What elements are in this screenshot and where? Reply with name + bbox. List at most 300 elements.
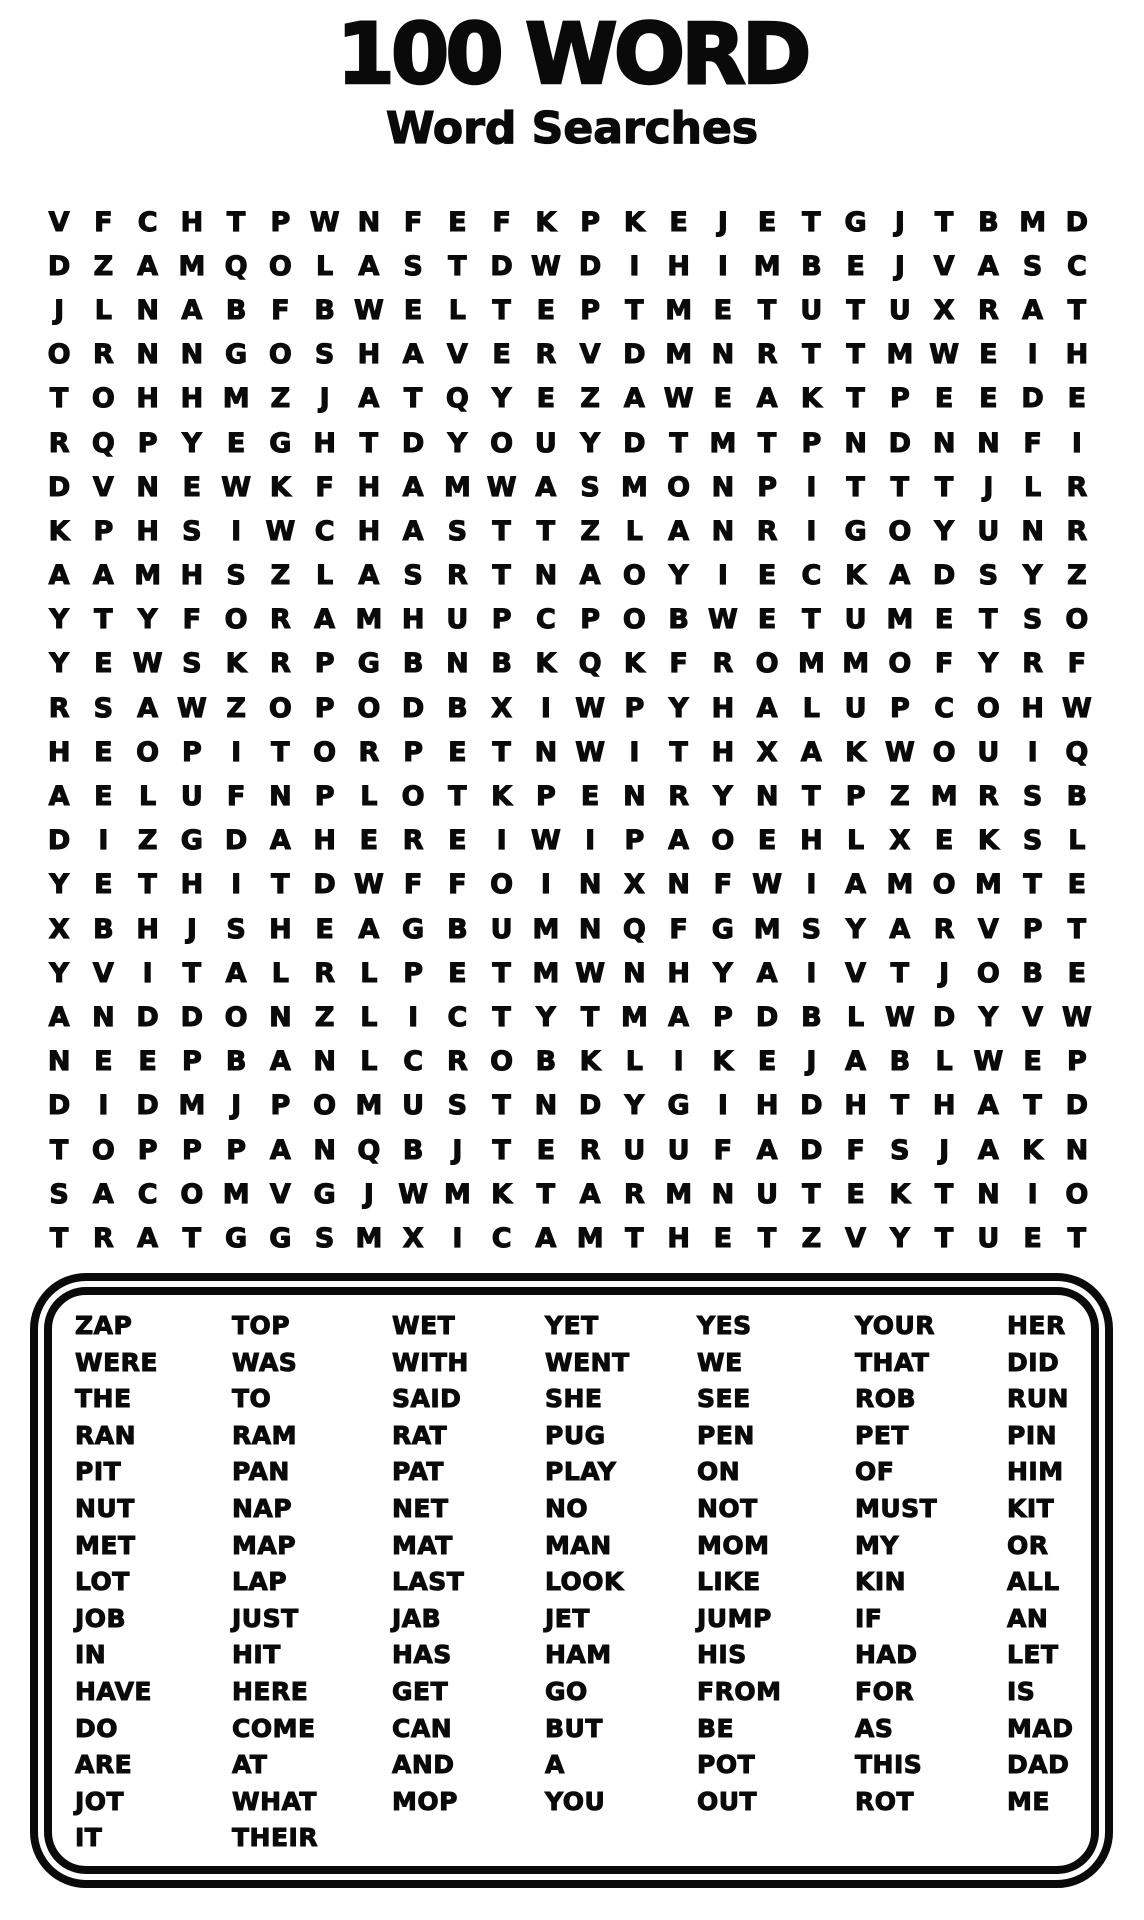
- grid-letter[interactable]: T: [271, 736, 290, 768]
- grid-letter[interactable]: E: [226, 427, 246, 459]
- grid-letter[interactable]: E: [182, 471, 202, 503]
- grid-letter[interactable]: G: [402, 913, 425, 945]
- grid-letter[interactable]: P: [93, 515, 114, 547]
- grid-letter[interactable]: C: [447, 1001, 468, 1033]
- grid-letter[interactable]: Y: [49, 604, 69, 636]
- grid-letter[interactable]: N: [47, 1046, 71, 1078]
- grid-letter[interactable]: D: [578, 250, 602, 282]
- grid-letter[interactable]: O: [888, 648, 912, 680]
- word-list-item[interactable]: HIT: [232, 1640, 281, 1670]
- grid-letter[interactable]: H: [180, 383, 204, 415]
- word-list-item[interactable]: NOT: [697, 1493, 758, 1523]
- grid-letter[interactable]: T: [492, 515, 511, 547]
- grid-letter[interactable]: W: [309, 206, 340, 238]
- grid-letter[interactable]: P: [181, 736, 202, 768]
- word-list-item[interactable]: ROT: [855, 1786, 915, 1816]
- grid-letter[interactable]: F: [403, 206, 423, 238]
- grid-letter[interactable]: B: [402, 648, 424, 680]
- grid-letter[interactable]: U: [977, 515, 1000, 547]
- word-list-item[interactable]: NUT: [75, 1493, 135, 1523]
- grid-letter[interactable]: O: [932, 869, 956, 901]
- word-list-item[interactable]: WITH: [392, 1347, 469, 1377]
- grid-letter[interactable]: E: [713, 1222, 733, 1254]
- grid-letter[interactable]: X: [889, 825, 911, 857]
- grid-letter[interactable]: M: [665, 339, 693, 371]
- grid-letter[interactable]: W: [1061, 1001, 1092, 1033]
- grid-letter[interactable]: L: [360, 957, 378, 989]
- word-list-item[interactable]: LOOK: [545, 1567, 624, 1597]
- grid-letter[interactable]: N: [136, 294, 159, 326]
- grid-letter[interactable]: G: [225, 339, 248, 371]
- grid-letter[interactable]: S: [801, 913, 822, 945]
- grid-letter[interactable]: R: [1022, 648, 1044, 680]
- grid-letter[interactable]: Y: [978, 648, 999, 680]
- grid-letter[interactable]: V: [1022, 1001, 1044, 1033]
- grid-letter[interactable]: B: [1066, 781, 1088, 813]
- word-list-item[interactable]: YET: [545, 1311, 599, 1340]
- grid-letter[interactable]: M: [753, 250, 781, 282]
- grid-letter[interactable]: P: [270, 1090, 291, 1122]
- grid-letter[interactable]: V: [845, 957, 867, 989]
- grid-letter[interactable]: X: [491, 692, 513, 724]
- grid-letter[interactable]: E: [757, 560, 777, 592]
- grid-letter[interactable]: O: [357, 692, 381, 724]
- grid-letter[interactable]: N: [269, 1001, 292, 1033]
- grid-letter[interactable]: R: [623, 1178, 645, 1210]
- grid-letter[interactable]: P: [181, 1046, 202, 1078]
- grid-letter[interactable]: S: [890, 1134, 910, 1166]
- grid-letter[interactable]: D: [490, 250, 513, 282]
- word-list-item[interactable]: JUST: [232, 1603, 299, 1633]
- grid-letter[interactable]: G: [357, 648, 380, 680]
- grid-letter[interactable]: U: [844, 604, 867, 636]
- grid-letter[interactable]: H: [1021, 692, 1044, 724]
- grid-letter[interactable]: Q: [578, 648, 602, 680]
- grid-letter[interactable]: U: [977, 736, 1000, 768]
- grid-letter[interactable]: O: [268, 692, 292, 724]
- grid-letter[interactable]: P: [491, 604, 512, 636]
- grid-letter[interactable]: I: [231, 869, 242, 901]
- grid-letter[interactable]: B: [801, 1001, 822, 1033]
- grid-letter[interactable]: D: [623, 339, 646, 371]
- grid-letter[interactable]: S: [226, 913, 246, 945]
- grid-letter[interactable]: G: [667, 1090, 690, 1122]
- grid-letter[interactable]: E: [492, 339, 511, 371]
- word-list-item[interactable]: PIN: [1007, 1420, 1058, 1450]
- word-list-item[interactable]: IN: [75, 1640, 107, 1670]
- grid-letter[interactable]: T: [49, 383, 69, 415]
- grid-letter[interactable]: H: [844, 1090, 867, 1122]
- grid-letter[interactable]: K: [845, 560, 867, 592]
- grid-letter[interactable]: Q: [224, 250, 248, 282]
- grid-letter[interactable]: I: [1027, 1178, 1038, 1210]
- grid-letter[interactable]: L: [802, 692, 820, 724]
- word-list-item[interactable]: HAS: [392, 1640, 452, 1670]
- grid-letter[interactable]: H: [180, 869, 204, 901]
- grid-letter[interactable]: H: [667, 250, 690, 282]
- grid-letter[interactable]: Q: [622, 913, 646, 945]
- grid-letter[interactable]: A: [358, 250, 380, 282]
- grid-letter[interactable]: G: [269, 1222, 292, 1254]
- grid-letter[interactable]: I: [717, 560, 728, 592]
- grid-letter[interactable]: I: [1027, 736, 1038, 768]
- grid-letter[interactable]: T: [890, 1090, 910, 1122]
- grid-letter[interactable]: A: [977, 1090, 999, 1122]
- grid-letter[interactable]: U: [888, 294, 911, 326]
- grid-letter[interactable]: V: [579, 339, 601, 371]
- grid-letter[interactable]: P: [270, 206, 291, 238]
- grid-letter[interactable]: O: [622, 604, 646, 636]
- grid-letter[interactable]: T: [271, 869, 290, 901]
- grid-letter[interactable]: F: [669, 913, 688, 945]
- word-list-item[interactable]: MUST: [855, 1493, 938, 1523]
- grid-letter[interactable]: H: [136, 515, 159, 547]
- grid-letter[interactable]: T: [182, 957, 202, 989]
- grid-letter[interactable]: P: [403, 957, 424, 989]
- word-list-item[interactable]: TO: [232, 1384, 272, 1414]
- grid-letter[interactable]: I: [98, 1090, 109, 1122]
- grid-letter[interactable]: E: [1067, 383, 1087, 415]
- grid-letter[interactable]: F: [182, 604, 202, 636]
- grid-letter[interactable]: E: [846, 250, 865, 282]
- grid-letter[interactable]: O: [622, 560, 646, 592]
- word-list-item[interactable]: ZAP: [75, 1311, 133, 1340]
- grid-letter[interactable]: E: [934, 383, 954, 415]
- grid-letter[interactable]: E: [580, 781, 600, 813]
- grid-letter[interactable]: Y: [137, 604, 158, 636]
- grid-letter[interactable]: K: [535, 206, 557, 238]
- grid-letter[interactable]: R: [756, 339, 778, 371]
- grid-letter[interactable]: A: [358, 383, 380, 415]
- grid-letter[interactable]: Z: [270, 560, 291, 592]
- grid-letter[interactable]: R: [712, 648, 734, 680]
- grid-letter[interactable]: T: [1067, 1222, 1087, 1254]
- grid-letter[interactable]: O: [268, 339, 292, 371]
- grid-letter[interactable]: S: [314, 339, 335, 371]
- grid-letter[interactable]: N: [180, 339, 204, 371]
- grid-letter[interactable]: U: [534, 427, 557, 459]
- grid-letter[interactable]: M: [222, 1178, 250, 1210]
- grid-letter[interactable]: O: [711, 825, 735, 857]
- grid-letter[interactable]: O: [976, 957, 1000, 989]
- grid-letter[interactable]: D: [313, 869, 336, 901]
- grid-letter[interactable]: L: [360, 781, 378, 813]
- grid-letter[interactable]: E: [757, 206, 777, 238]
- grid-letter[interactable]: E: [713, 294, 733, 326]
- grid-letter[interactable]: L: [625, 1046, 643, 1078]
- word-list-item[interactable]: HAM: [545, 1640, 612, 1670]
- grid-letter[interactable]: E: [359, 825, 379, 857]
- grid-letter[interactable]: M: [532, 913, 560, 945]
- grid-letter[interactable]: K: [845, 736, 867, 768]
- grid-letter[interactable]: A: [92, 560, 114, 592]
- word-list-item[interactable]: NAP: [232, 1493, 293, 1523]
- grid-letter[interactable]: I: [629, 736, 640, 768]
- grid-letter[interactable]: M: [443, 471, 471, 503]
- grid-letter[interactable]: K: [889, 1178, 911, 1210]
- word-list-item[interactable]: THAT: [855, 1347, 930, 1377]
- grid-letter[interactable]: C: [934, 692, 955, 724]
- grid-letter[interactable]: Y: [713, 957, 733, 989]
- grid-letter[interactable]: Q: [1065, 736, 1089, 768]
- grid-letter[interactable]: M: [134, 560, 162, 592]
- grid-letter[interactable]: T: [625, 294, 644, 326]
- grid-letter[interactable]: A: [756, 957, 778, 989]
- grid-letter[interactable]: A: [269, 1134, 291, 1166]
- grid-letter[interactable]: M: [443, 1178, 471, 1210]
- grid-letter[interactable]: V: [933, 250, 955, 282]
- word-list-item[interactable]: AS: [855, 1713, 894, 1743]
- grid-letter[interactable]: B: [447, 913, 468, 945]
- word-list-item[interactable]: WET: [392, 1311, 456, 1340]
- grid-letter[interactable]: D: [1065, 206, 1089, 238]
- word-list-item[interactable]: ON: [697, 1457, 741, 1487]
- word-list-item[interactable]: PLAY: [545, 1457, 617, 1487]
- grid-letter[interactable]: L: [1024, 471, 1042, 503]
- grid-letter[interactable]: T: [802, 1178, 821, 1210]
- grid-letter[interactable]: T: [536, 515, 556, 547]
- grid-letter[interactable]: P: [1022, 913, 1043, 945]
- grid-letter[interactable]: N: [711, 339, 735, 371]
- grid-letter[interactable]: J: [939, 957, 950, 989]
- grid-letter[interactable]: F: [94, 206, 113, 238]
- grid-letter[interactable]: E: [448, 825, 467, 857]
- grid-letter[interactable]: N: [711, 1178, 735, 1210]
- grid-letter[interactable]: Z: [270, 383, 291, 415]
- grid-letter[interactable]: A: [137, 250, 159, 282]
- grid-letter[interactable]: F: [448, 869, 467, 901]
- grid-letter[interactable]: A: [314, 604, 336, 636]
- grid-letter[interactable]: F: [1067, 648, 1087, 680]
- grid-letter[interactable]: E: [934, 825, 954, 857]
- grid-letter[interactable]: A: [845, 869, 867, 901]
- word-list-item[interactable]: AN: [1007, 1603, 1049, 1633]
- grid-letter[interactable]: O: [47, 339, 71, 371]
- grid-letter[interactable]: S: [1022, 781, 1043, 813]
- grid-letter[interactable]: L: [316, 560, 334, 592]
- grid-letter[interactable]: O: [755, 648, 779, 680]
- grid-letter[interactable]: R: [314, 957, 336, 989]
- word-list-item[interactable]: DAD: [1007, 1750, 1070, 1780]
- grid-letter[interactable]: I: [673, 1046, 684, 1078]
- grid-letter[interactable]: M: [886, 869, 914, 901]
- grid-letter[interactable]: B: [1022, 957, 1043, 989]
- grid-letter[interactable]: A: [756, 1134, 778, 1166]
- grid-letter[interactable]: T: [492, 1134, 511, 1166]
- grid-letter[interactable]: T: [492, 560, 511, 592]
- grid-letter[interactable]: P: [580, 294, 601, 326]
- grid-letter[interactable]: D: [136, 1001, 159, 1033]
- grid-letter[interactable]: J: [894, 206, 905, 238]
- grid-letter[interactable]: O: [91, 383, 115, 415]
- grid-letter[interactable]: T: [890, 957, 910, 989]
- grid-letter[interactable]: W: [176, 692, 207, 724]
- grid-letter[interactable]: N: [977, 1178, 1000, 1210]
- grid-letter[interactable]: M: [355, 1222, 383, 1254]
- grid-letter[interactable]: K: [491, 1178, 513, 1210]
- grid-letter[interactable]: S: [1022, 250, 1043, 282]
- grid-letter[interactable]: A: [402, 471, 424, 503]
- word-list-item[interactable]: POT: [697, 1750, 756, 1780]
- grid-letter[interactable]: R: [977, 781, 999, 813]
- grid-letter[interactable]: K: [800, 383, 822, 415]
- grid-letter[interactable]: N: [1021, 515, 1044, 547]
- word-list-item[interactable]: GET: [392, 1676, 449, 1706]
- grid-letter[interactable]: H: [357, 515, 381, 547]
- grid-letter[interactable]: S: [182, 648, 202, 680]
- grid-letter[interactable]: N: [92, 1001, 115, 1033]
- grid-letter[interactable]: I: [806, 471, 817, 503]
- grid-letter[interactable]: L: [271, 957, 289, 989]
- grid-letter[interactable]: Y: [713, 781, 733, 813]
- grid-letter[interactable]: V: [48, 206, 70, 238]
- grid-letter[interactable]: B: [225, 1046, 247, 1078]
- grid-letter[interactable]: H: [313, 427, 336, 459]
- grid-letter[interactable]: H: [180, 206, 204, 238]
- grid-letter[interactable]: N: [623, 957, 646, 989]
- grid-letter[interactable]: N: [844, 427, 867, 459]
- grid-letter[interactable]: T: [890, 471, 910, 503]
- grid-letter[interactable]: N: [136, 339, 159, 371]
- grid-letter[interactable]: B: [978, 206, 999, 238]
- grid-letter[interactable]: W: [486, 471, 517, 503]
- grid-letter[interactable]: L: [847, 825, 865, 857]
- grid-letter[interactable]: D: [136, 1090, 159, 1122]
- grid-letter[interactable]: N: [446, 648, 469, 680]
- grid-letter[interactable]: P: [314, 648, 335, 680]
- grid-letter[interactable]: R: [269, 648, 291, 680]
- grid-letter[interactable]: X: [933, 294, 955, 326]
- grid-letter[interactable]: W: [1061, 692, 1092, 724]
- grid-letter[interactable]: S: [403, 250, 423, 282]
- grid-letter[interactable]: E: [94, 869, 113, 901]
- grid-letter[interactable]: H: [401, 604, 425, 636]
- grid-letter[interactable]: R: [48, 427, 70, 459]
- grid-letter[interactable]: D: [47, 471, 71, 503]
- grid-letter[interactable]: Z: [93, 250, 114, 282]
- grid-letter[interactable]: R: [269, 604, 291, 636]
- grid-letter[interactable]: Y: [447, 427, 468, 459]
- grid-letter[interactable]: U: [623, 1134, 646, 1166]
- grid-letter[interactable]: K: [269, 471, 291, 503]
- word-list-item[interactable]: CAN: [392, 1713, 453, 1743]
- word-list-item[interactable]: HIM: [1007, 1457, 1064, 1487]
- grid-letter[interactable]: M: [222, 383, 250, 415]
- grid-letter[interactable]: O: [932, 736, 956, 768]
- grid-letter[interactable]: F: [1023, 427, 1042, 459]
- grid-letter[interactable]: T: [182, 1222, 202, 1254]
- word-list-item[interactable]: ALL: [1007, 1567, 1060, 1597]
- grid-letter[interactable]: L: [847, 1001, 865, 1033]
- grid-letter[interactable]: B: [314, 294, 335, 326]
- grid-letter[interactable]: D: [932, 560, 956, 592]
- grid-letter[interactable]: I: [806, 869, 817, 901]
- word-list-item[interactable]: HAD: [855, 1640, 918, 1670]
- grid-letter[interactable]: Q: [357, 1134, 381, 1166]
- word-list-item[interactable]: RAT: [392, 1420, 448, 1450]
- grid-letter[interactable]: P: [535, 781, 556, 813]
- word-list-item[interactable]: BE: [697, 1713, 735, 1743]
- grid-letter[interactable]: A: [756, 692, 778, 724]
- grid-letter[interactable]: I: [98, 825, 109, 857]
- grid-letter[interactable]: N: [755, 781, 779, 813]
- grid-letter[interactable]: O: [224, 1001, 248, 1033]
- grid-letter[interactable]: A: [137, 692, 159, 724]
- grid-letter[interactable]: H: [667, 1222, 690, 1254]
- grid-letter[interactable]: Y: [49, 869, 69, 901]
- grid-letter[interactable]: S: [226, 560, 246, 592]
- grid-letter[interactable]: R: [1066, 471, 1088, 503]
- grid-letter[interactable]: D: [755, 1001, 779, 1033]
- grid-letter[interactable]: D: [47, 1090, 71, 1122]
- grid-letter[interactable]: U: [667, 1134, 690, 1166]
- grid-letter[interactable]: P: [624, 692, 645, 724]
- word-list-item[interactable]: TOP: [232, 1311, 291, 1340]
- word-list-item[interactable]: OR: [1007, 1530, 1049, 1560]
- grid-letter[interactable]: E: [1067, 869, 1087, 901]
- grid-letter[interactable]: O: [401, 781, 425, 813]
- grid-letter[interactable]: T: [226, 206, 246, 238]
- word-list-item[interactable]: JUMP: [697, 1603, 772, 1633]
- grid-letter[interactable]: F: [271, 294, 290, 326]
- grid-letter[interactable]: H: [180, 560, 204, 592]
- grid-letter[interactable]: R: [446, 1046, 468, 1078]
- grid-letter[interactable]: T: [448, 250, 467, 282]
- grid-letter[interactable]: C: [801, 560, 822, 592]
- grid-letter[interactable]: R: [579, 1134, 601, 1166]
- word-list-item[interactable]: IS: [1007, 1676, 1036, 1706]
- grid-letter[interactable]: T: [846, 339, 865, 371]
- grid-letter[interactable]: I: [585, 825, 596, 857]
- grid-letter[interactable]: Y: [491, 383, 512, 415]
- grid-letter[interactable]: E: [1067, 957, 1087, 989]
- grid-letter[interactable]: A: [977, 250, 999, 282]
- grid-letter[interactable]: H: [711, 736, 735, 768]
- word-list-item[interactable]: ARE: [75, 1750, 133, 1780]
- grid-letter[interactable]: A: [48, 1001, 70, 1033]
- grid-letter[interactable]: Y: [934, 515, 954, 547]
- grid-letter[interactable]: A: [623, 383, 645, 415]
- word-list-item[interactable]: RAM: [232, 1420, 297, 1450]
- grid-letter[interactable]: C: [314, 515, 335, 547]
- word-list-item[interactable]: HAVE: [75, 1676, 152, 1706]
- grid-letter[interactable]: W: [884, 736, 915, 768]
- grid-letter[interactable]: H: [136, 383, 159, 415]
- grid-letter[interactable]: S: [93, 692, 114, 724]
- word-list-item[interactable]: MOM: [697, 1530, 770, 1560]
- grid-letter[interactable]: Y: [182, 427, 202, 459]
- word-list-item[interactable]: LAP: [232, 1567, 288, 1597]
- grid-letter[interactable]: W: [575, 692, 606, 724]
- word-list-item[interactable]: YOU: [545, 1786, 606, 1816]
- grid-letter[interactable]: I: [540, 869, 551, 901]
- grid-letter[interactable]: G: [711, 913, 734, 945]
- grid-letter[interactable]: A: [225, 957, 247, 989]
- grid-letter[interactable]: E: [757, 1046, 777, 1078]
- grid-letter[interactable]: R: [756, 515, 778, 547]
- word-list-item[interactable]: MAP: [232, 1530, 297, 1560]
- grid-letter[interactable]: T: [669, 427, 688, 459]
- grid-letter[interactable]: J: [939, 1134, 950, 1166]
- word-list-item[interactable]: MY: [855, 1530, 899, 1560]
- grid-letter[interactable]: Y: [49, 648, 69, 680]
- grid-letter[interactable]: A: [92, 1178, 114, 1210]
- grid-letter[interactable]: T: [802, 339, 821, 371]
- grid-letter[interactable]: M: [532, 957, 560, 989]
- grid-letter[interactable]: M: [886, 339, 914, 371]
- grid-letter[interactable]: D: [401, 692, 425, 724]
- grid-letter[interactable]: T: [580, 1001, 600, 1033]
